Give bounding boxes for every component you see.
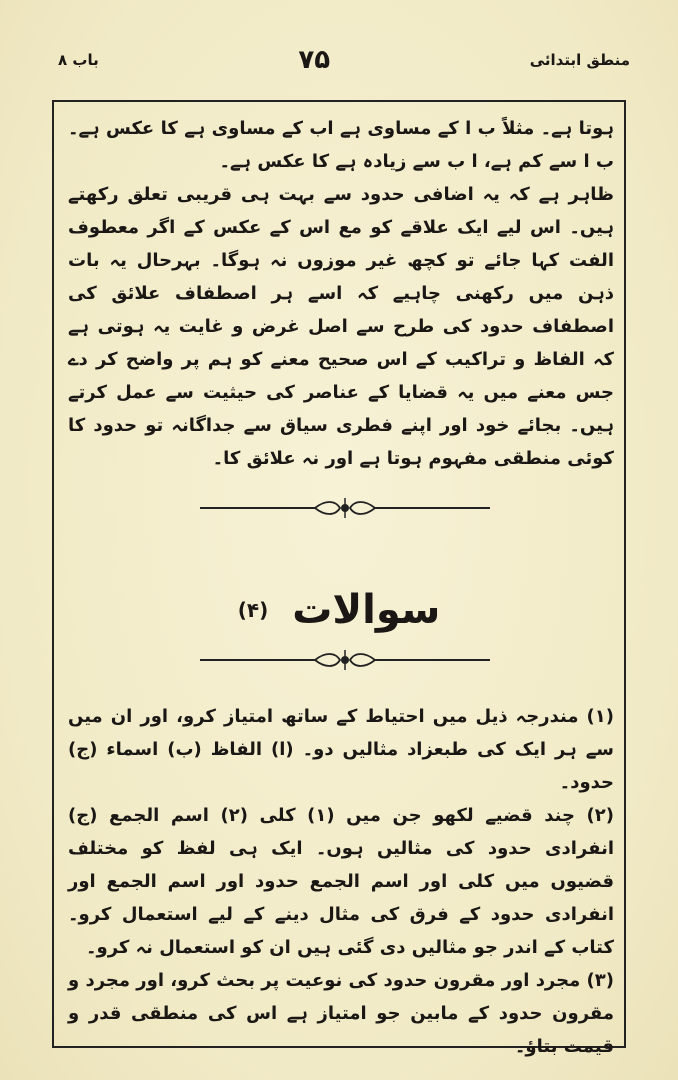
questions-heading xyxy=(200,580,478,640)
paragraph: ہوتا ہے۔ مثلاً ب ا کے مساوی ہے اب کے مساوی ہے کا عکس ہے۔ ب ا سے کم ہے، ا ب سے زیادہ ہے کا عکس ہے۔ xyxy=(68,118,614,172)
body-text xyxy=(68,112,614,475)
ornament-divider-bottom xyxy=(200,648,490,672)
question-item: (۳) مجرد اور مقرون حدود کی نوعیت پر بحث کرو، اور مجرد و مقرون حدود کے مابین جو امتیاز ہے اس کی منطقی قدر و قیمت بتاؤ۔ xyxy=(68,970,614,1057)
questions-number: (۴) xyxy=(237,598,269,622)
page-number: ۷۵ xyxy=(298,45,331,75)
running-head xyxy=(58,40,630,80)
questions-title: سوالات xyxy=(292,587,441,633)
chapter-label: باب ۸ xyxy=(58,51,99,69)
questions-list xyxy=(68,700,614,1063)
question-item: (۱) مندرجہ ذیل میں احتیاط کے ساتھ امتیاز کرو، اور ان میں سے ہر ایک کی طبعزاد مثالیں دو۔ (ا) الفاظ (ب) اسماء (ج) حدود۔ xyxy=(68,706,614,793)
book-title: منطق ابتدائی xyxy=(529,51,630,69)
question-item: (۲) چند قضیے لکھو جن میں (۱) کلی (۲) اسم الجمع (ج) انفرادی حدود کی مثالیں ہوں۔ ایک ہی لفظ کو مختلف قضیوں میں کلی اور اسم الجمع حدود اور اسم الجمع اور انفرادی حدود کے فرق کی مثال دینے کے لیے استعمال کرو۔ کتاب کے اندر جو مثالیں دی گئی ہیں ان کو استعمال نہ کرو۔ xyxy=(68,805,614,958)
ornament-divider-top xyxy=(200,496,490,520)
paragraph: ظاہر ہے کہ یہ اضافی حدود سے بہت ہی قریبی تعلق رکھتے ہیں۔ اس لیے ایک علاقے کو مع اس کے عکس کے اگر معطوف الفت کہا جائے تو کچھ غیر موزوں نہ ہوگا۔ بہرحال یہ بات ذہن میں رکھنی چاہیے کہ اسے ہر اصطفاف علائق کی اصطفاف حدود کی طرح سے اصل غرض و غایت یہ ہوتی ہے کہ الفاظ و تراکیب کے اس صحیح معنے کو ہم پر واضح کر دے جس معنے میں یہ قضایا کے عناصر کی حیثیت سے عمل کرتے ہیں۔ بجائے خود اور اپنے فطری سیاق سے جداگانہ تو حدود کا کوئی منطقی مفہوم ہوتا ہے اور نہ علائق کا۔ xyxy=(68,184,614,469)
